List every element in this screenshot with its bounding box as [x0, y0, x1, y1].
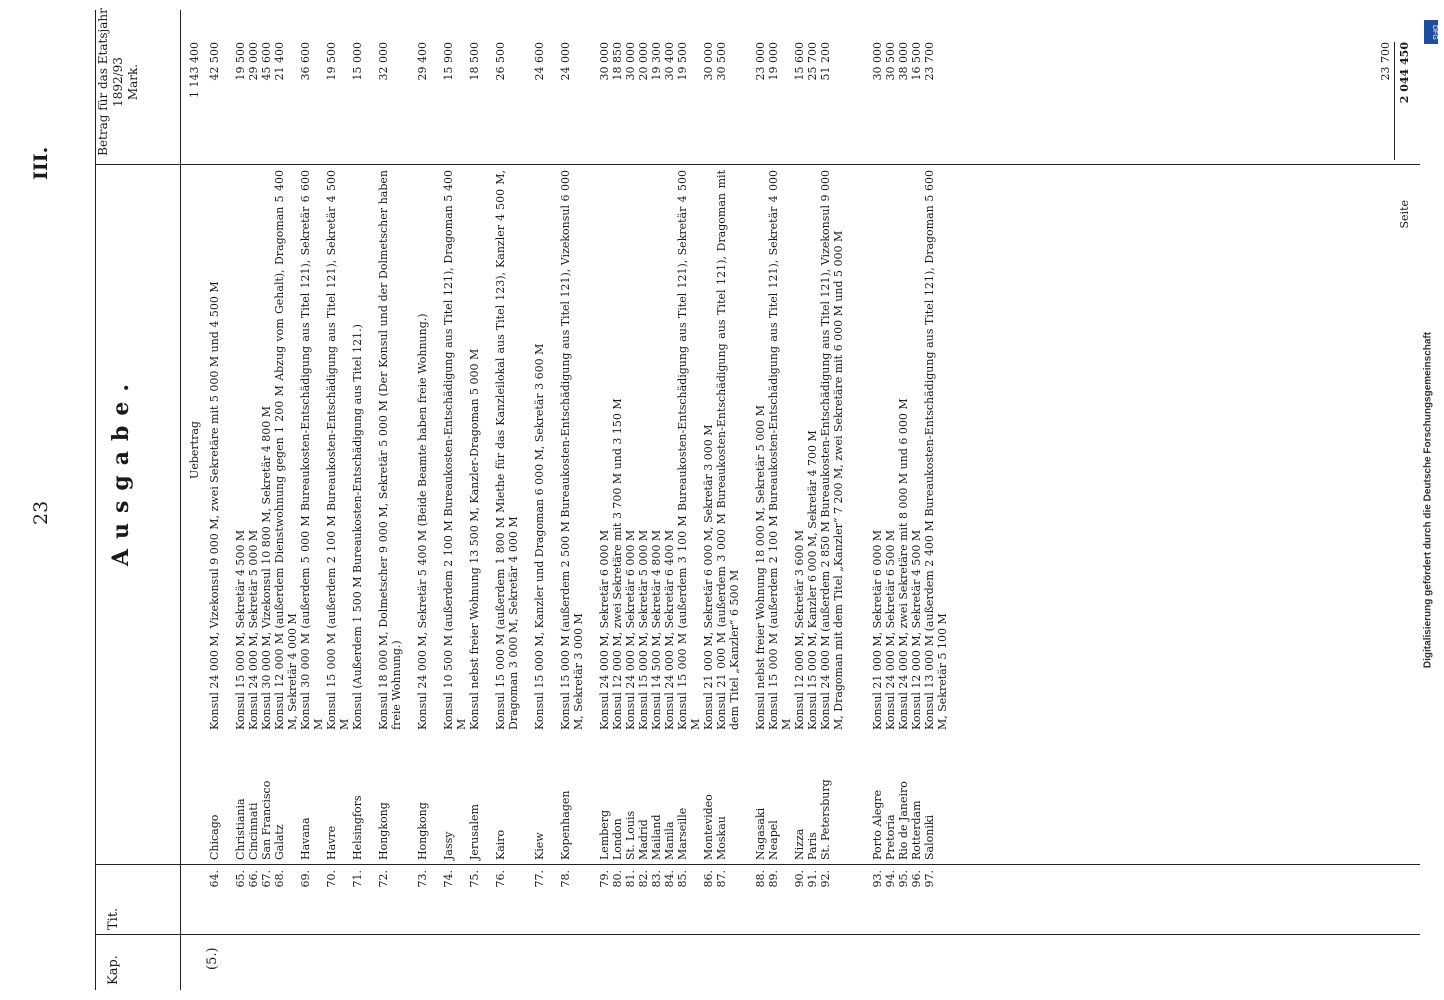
- row-amount: 15 600: [793, 42, 806, 81]
- table-row: [819, 0, 871, 1000]
- place-name: Kiew: [533, 832, 546, 860]
- place-name: Lemberg: [598, 809, 611, 860]
- place-name: Havre: [325, 825, 338, 860]
- row-amount: 30 000: [871, 42, 884, 81]
- place-name: Rotterdam: [910, 800, 923, 860]
- place-name: Nagasaki: [754, 807, 767, 860]
- column-header-kap: Kap.: [106, 955, 121, 985]
- titel-number: 75.: [468, 870, 481, 888]
- titel-number: 64.: [208, 870, 221, 888]
- table-row: [793, 0, 806, 1000]
- budget-rows: [208, 0, 962, 1000]
- table-row: [637, 0, 650, 1000]
- table-row: [884, 0, 897, 1000]
- row-description: Konsul 15 000 M, Kanzler und Dragoman 6 000 M, Sekretär 3 600 M: [533, 343, 546, 730]
- row-description: Konsul 12 000 M, Sekretär 3 600 M: [793, 529, 806, 730]
- header-bottom-rule: [180, 10, 181, 990]
- row-description: Konsul 12 000 M, Sekretär 4 500 M: [910, 529, 923, 730]
- table-row: [234, 0, 247, 1000]
- row-amount: 51 200: [819, 42, 832, 81]
- row-description: Konsul 24 000 M (außerdem 2 850 M Bureaukosten-Entschädigung aus Titel 121), Vizekonsul 9 000 M, Dragoman mit dem Titel „Kanzler“ 7 200 M, zwei Sekretäre mit 6 000 M und 5 000 M: [819, 170, 845, 730]
- section-number: III.: [30, 146, 52, 180]
- row-description: Konsul 24 000 M, Sekretär 5 000 M: [247, 529, 260, 730]
- row-description: Konsul 21 000 M (außerdem 3 000 M Bureaukosten-Entschädigung aus Titel 121), Dragoman mit dem Titel „Kanzler“ 6 500 M: [715, 170, 741, 730]
- place-name: Jassy: [442, 831, 455, 860]
- place-name: Porto Alegre: [871, 789, 884, 860]
- row-description: Konsul 15 000 M (außerdem 2 100 M Bureaukosten-Entschädigung aus Titel 121), Sekretär 4 000 M: [767, 170, 793, 730]
- table-row: [468, 0, 494, 1000]
- table-row: [208, 0, 234, 1000]
- row-description: Konsul 15 000 M (außerdem 2 500 M Bureaukosten-Entschädigung aus Titel 121), Vizekonsul 6 000 M, Sekretär 3 000 M: [559, 170, 585, 730]
- place-name: San Francisco: [260, 780, 273, 860]
- place-name: Hongkong: [416, 802, 429, 860]
- titel-number: 81.: [624, 870, 637, 888]
- column-header-amount: [96, 2, 141, 162]
- place-name: Rio de Janeiro: [897, 781, 910, 860]
- titel-number: 65.: [234, 870, 247, 888]
- titel-number: 69.: [299, 870, 312, 888]
- place-name: Saloniki: [923, 814, 936, 860]
- row-amount: 19 500: [234, 42, 247, 81]
- place-name: Neapel: [767, 820, 780, 860]
- titel-number: 84.: [663, 870, 676, 888]
- row-description: Konsul 24 000 M, Sekretär 6 500 M: [884, 529, 897, 730]
- titel-number: 97.: [923, 870, 936, 888]
- titel-number: 94.: [884, 870, 897, 888]
- row-description: Konsul 15 000 M (außerdem 3 100 M Bureaukosten-Entschädigung aus Titel 121), Sekretär 4 500 M: [676, 170, 702, 730]
- row-amount: 30 000: [624, 42, 637, 81]
- place-name: Madrid: [637, 819, 650, 860]
- titel-number: 93.: [871, 870, 884, 888]
- place-name: St. Petersburg: [819, 779, 832, 860]
- row-description: Konsul 30 000 M, Vizekonsul 10 800 M, Sekretär 4 800 M: [260, 405, 273, 730]
- row-description: Konsul 30 000 M (außerdem 5 000 M Bureaukosten-Entschädigung aus Titel 121), Sekretär 6 600 M: [299, 170, 325, 730]
- header-top-rule: [95, 10, 96, 990]
- place-name: Kopenhagen: [559, 790, 572, 860]
- amount-header-unit: Mark.: [126, 63, 140, 101]
- row-amount: 19 500: [325, 42, 338, 81]
- titel-number: 87.: [715, 870, 728, 888]
- row-description: Konsul 24 000 M, Sekretär 6 000 M: [624, 529, 637, 730]
- row-amount: 30 000: [598, 42, 611, 81]
- place-name: London: [611, 818, 624, 860]
- row-amount: 19 000: [767, 42, 780, 81]
- place-name: Moskau: [715, 816, 728, 860]
- place-name: Manila: [663, 821, 676, 860]
- titel-number: 71.: [351, 870, 364, 888]
- row-description: Konsul 24 000 M, Sekretär 6 000 M: [598, 529, 611, 730]
- document-title: Ausgabe.: [108, 373, 134, 567]
- table-row: [260, 0, 273, 1000]
- row-amount: 30 400: [663, 42, 676, 81]
- titel-number: 73.: [416, 870, 429, 888]
- titel-number: 83.: [650, 870, 663, 888]
- table-row: [624, 0, 637, 1000]
- table-row: [871, 0, 884, 1000]
- row-amount: 24 600: [533, 42, 546, 81]
- table-row: [715, 0, 754, 1000]
- titel-number: 89.: [767, 870, 780, 888]
- table-row: [767, 0, 793, 1000]
- row-amount: 16 500: [910, 42, 923, 81]
- table-row: [897, 0, 910, 1000]
- titel-number: 91.: [806, 870, 819, 888]
- table-row: [702, 0, 715, 1000]
- row-amount: 42 500: [208, 42, 221, 81]
- total-amount: 2 044 450: [1398, 42, 1411, 104]
- place-name: St. Louis: [624, 810, 637, 860]
- amount-header-label: Betrag für das Etatsjahr 1892/93: [96, 8, 125, 156]
- row-description: Konsul 24 000 M, zwei Sekretäre mit 8 000 M und 6 000 M: [897, 398, 910, 730]
- place-name: Montevideo: [702, 794, 715, 860]
- table-row: [676, 0, 702, 1000]
- table-row: [442, 0, 468, 1000]
- titel-number: 92.: [819, 870, 832, 888]
- place-name: Nizza: [793, 828, 806, 860]
- titel-number: 78.: [559, 870, 572, 888]
- titel-number: 74.: [442, 870, 455, 888]
- row-description: Konsul 15 000 M, Sekretär 4 500 M: [234, 529, 247, 730]
- row-amount: 32 000: [377, 42, 390, 81]
- place-name: Pretoria: [884, 814, 897, 860]
- row-description: Konsul 21 000 M, Sekretär 6 000 M: [871, 529, 884, 730]
- table-row: [494, 0, 533, 1000]
- sum-rule: [1394, 42, 1395, 160]
- row-description: Konsul nebst freier Wohnung 18 000 M, Sekretär 5 000 M: [754, 405, 767, 730]
- place-name: Chicago: [208, 814, 221, 860]
- row-amount: 18 500: [468, 42, 481, 81]
- table-row: [611, 0, 624, 1000]
- row-description: Konsul 12 000 M (außerdem Dienstwohnung gegen 1 200 M Abzug vom Gehalt), Dragoman 5 400 M, Sekretär 4 000 M: [273, 170, 299, 730]
- row-description: Konsul 15 000 M, Sekretär 5 000 M: [637, 529, 650, 730]
- uebertrag-amount: 1 143 400: [188, 42, 201, 98]
- place-name: Cincinnati: [247, 802, 260, 860]
- row-amount: 45 600: [260, 42, 273, 81]
- row-amount: 15 000: [351, 42, 364, 81]
- titel-number: 68.: [273, 870, 286, 888]
- titel-number: 79.: [598, 870, 611, 888]
- row-description: Konsul 14 500 M, Sekretär 4 800 M: [650, 529, 663, 730]
- table-row: [247, 0, 260, 1000]
- row-amount: 20 000: [637, 42, 650, 81]
- table-row: [598, 0, 611, 1000]
- row-description: Konsul 12 000 M, zwei Sekretäre mit 3 700 M und 3 150 M: [611, 398, 624, 730]
- row-description: Konsul 24 000 M, Vizekonsul 9 000 M, zwei Sekretäre mit 5 000 M und 4 500 M: [208, 281, 221, 730]
- place-name: Paris: [806, 832, 819, 860]
- row-amount: 18 850: [611, 42, 624, 81]
- titel-number: 80.: [611, 870, 624, 888]
- place-name: Marseille: [676, 807, 689, 860]
- place-name: Galatz: [273, 824, 286, 860]
- row-amount: 19 500: [676, 42, 689, 81]
- row-description: Konsul 15 000 M, Kanzler 6 000 M, Sekretär 4 700 M: [806, 430, 819, 730]
- row-description: Konsul 13 000 M (außerdem 2 400 M Bureaukosten-Entschädigung aus Titel 121), Dragoman 5 600 M, Sekretär 5 100 M: [923, 170, 949, 730]
- titel-number: 70.: [325, 870, 338, 888]
- dfg-logo: DFG: [1424, 20, 1438, 44]
- place-name: Mailand: [650, 814, 663, 860]
- row-amount: 29 400: [416, 42, 429, 81]
- table-row: [923, 0, 962, 1000]
- table-row: [559, 0, 598, 1000]
- uebertrag-label: Uebertrag: [188, 421, 201, 479]
- row-amount: 38 000: [897, 42, 910, 81]
- titel-number: 88.: [754, 870, 767, 888]
- table-row: [754, 0, 767, 1000]
- row-amount: 24 000: [559, 42, 572, 81]
- table-row: [416, 0, 442, 1000]
- table-row: [806, 0, 819, 1000]
- place-name: Christiania: [234, 798, 247, 860]
- titel-number: 86.: [702, 870, 715, 888]
- kap-marker: (5.): [205, 947, 220, 970]
- row-description: Konsul 24 000 M, Sekretär 6 400 M: [663, 529, 676, 730]
- table-row: [650, 0, 663, 1000]
- row-amount: 23 700: [923, 42, 936, 81]
- table-row: [663, 0, 676, 1000]
- titel-number: 96.: [910, 870, 923, 888]
- row-description: Konsul 24 000 M, Sekretär 5 400 M (Beide Beamte haben freie Wohnung.): [416, 313, 429, 730]
- row-description: Konsul 21 000 M, Sekretär 6 000 M, Sekretär 3 000 M: [702, 424, 715, 730]
- row-description: Konsul 15 000 M (außerdem 2 100 M Bureaukosten-Entschädigung aus Titel 121), Sekretär 4 500 M: [325, 170, 351, 730]
- row-amount: 25 700: [806, 42, 819, 81]
- row-amount: 30 500: [715, 42, 728, 81]
- titel-number: 72.: [377, 870, 390, 888]
- row-amount: 15 900: [442, 42, 455, 81]
- credit-text: Digitalisierung gefördert durch die Deutsche Forschungsgemeinschaft: [1422, 331, 1434, 669]
- row-amount: 19 300: [650, 42, 663, 81]
- place-name: Hongkong: [377, 802, 390, 860]
- row-description: Konsul 18 000 M, Dolmetscher 9 000 M, Sekretär 5 000 M (Der Konsul und der Dolmetscher haben freie Wohnung.): [377, 170, 403, 730]
- table-row: [910, 0, 923, 1000]
- place-name: Kairo: [494, 829, 507, 860]
- table-row: [533, 0, 559, 1000]
- titel-number: 76.: [494, 870, 507, 888]
- page-number: 23: [30, 500, 52, 525]
- table-row: [351, 0, 377, 1000]
- subtotal-amount: 23 700: [1379, 42, 1392, 81]
- row-amount: 21 400: [273, 42, 286, 81]
- row-amount: 23 000: [754, 42, 767, 81]
- row-amount: 26 500: [494, 42, 507, 81]
- table-row: [325, 0, 351, 1000]
- row-amount: 30 500: [884, 42, 897, 81]
- titel-number: 67.: [260, 870, 273, 888]
- titel-number: 90.: [793, 870, 806, 888]
- table-row: [377, 0, 416, 1000]
- place-name: Jerusalem: [468, 804, 481, 860]
- digitization-credit: [1418, 10, 1438, 990]
- titel-number: 95.: [897, 870, 910, 888]
- row-description: Konsul (Außerdem 1 500 M Bureaukosten-Entschädigung aus Titel 121.): [351, 324, 364, 730]
- titel-number: 66.: [247, 870, 260, 888]
- titel-number: 82.: [637, 870, 650, 888]
- titel-number: 77.: [533, 870, 546, 888]
- row-description: Konsul 10 500 M (außerdem 2 100 M Bureaukosten-Entschädigung aus Titel 121), Dragoman 5 400 M: [442, 170, 468, 730]
- seite-label: Seite: [1398, 200, 1411, 229]
- table-row: [273, 0, 299, 1000]
- table-row: [299, 0, 325, 1000]
- place-name: Havana: [299, 817, 312, 860]
- row-amount: 36 600: [299, 42, 312, 81]
- place-name: Helsingfors: [351, 795, 364, 860]
- column-header-tit: Tit.: [106, 907, 121, 930]
- titel-number: 85.: [676, 870, 689, 888]
- row-description: Konsul nebst freier Wohnung 13 500 M, Kanzler-Dragoman 5 000 M: [468, 348, 481, 730]
- row-amount: 29 000: [247, 42, 260, 81]
- row-amount: 30 000: [702, 42, 715, 81]
- row-description: Konsul 15 000 M (außerdem 1 800 M Miethe für das Kanzleilokal aus Titel 123), Kanzler 4 500 M, Dragoman 3 000 M, Sekretär 4 000 M: [494, 170, 520, 730]
